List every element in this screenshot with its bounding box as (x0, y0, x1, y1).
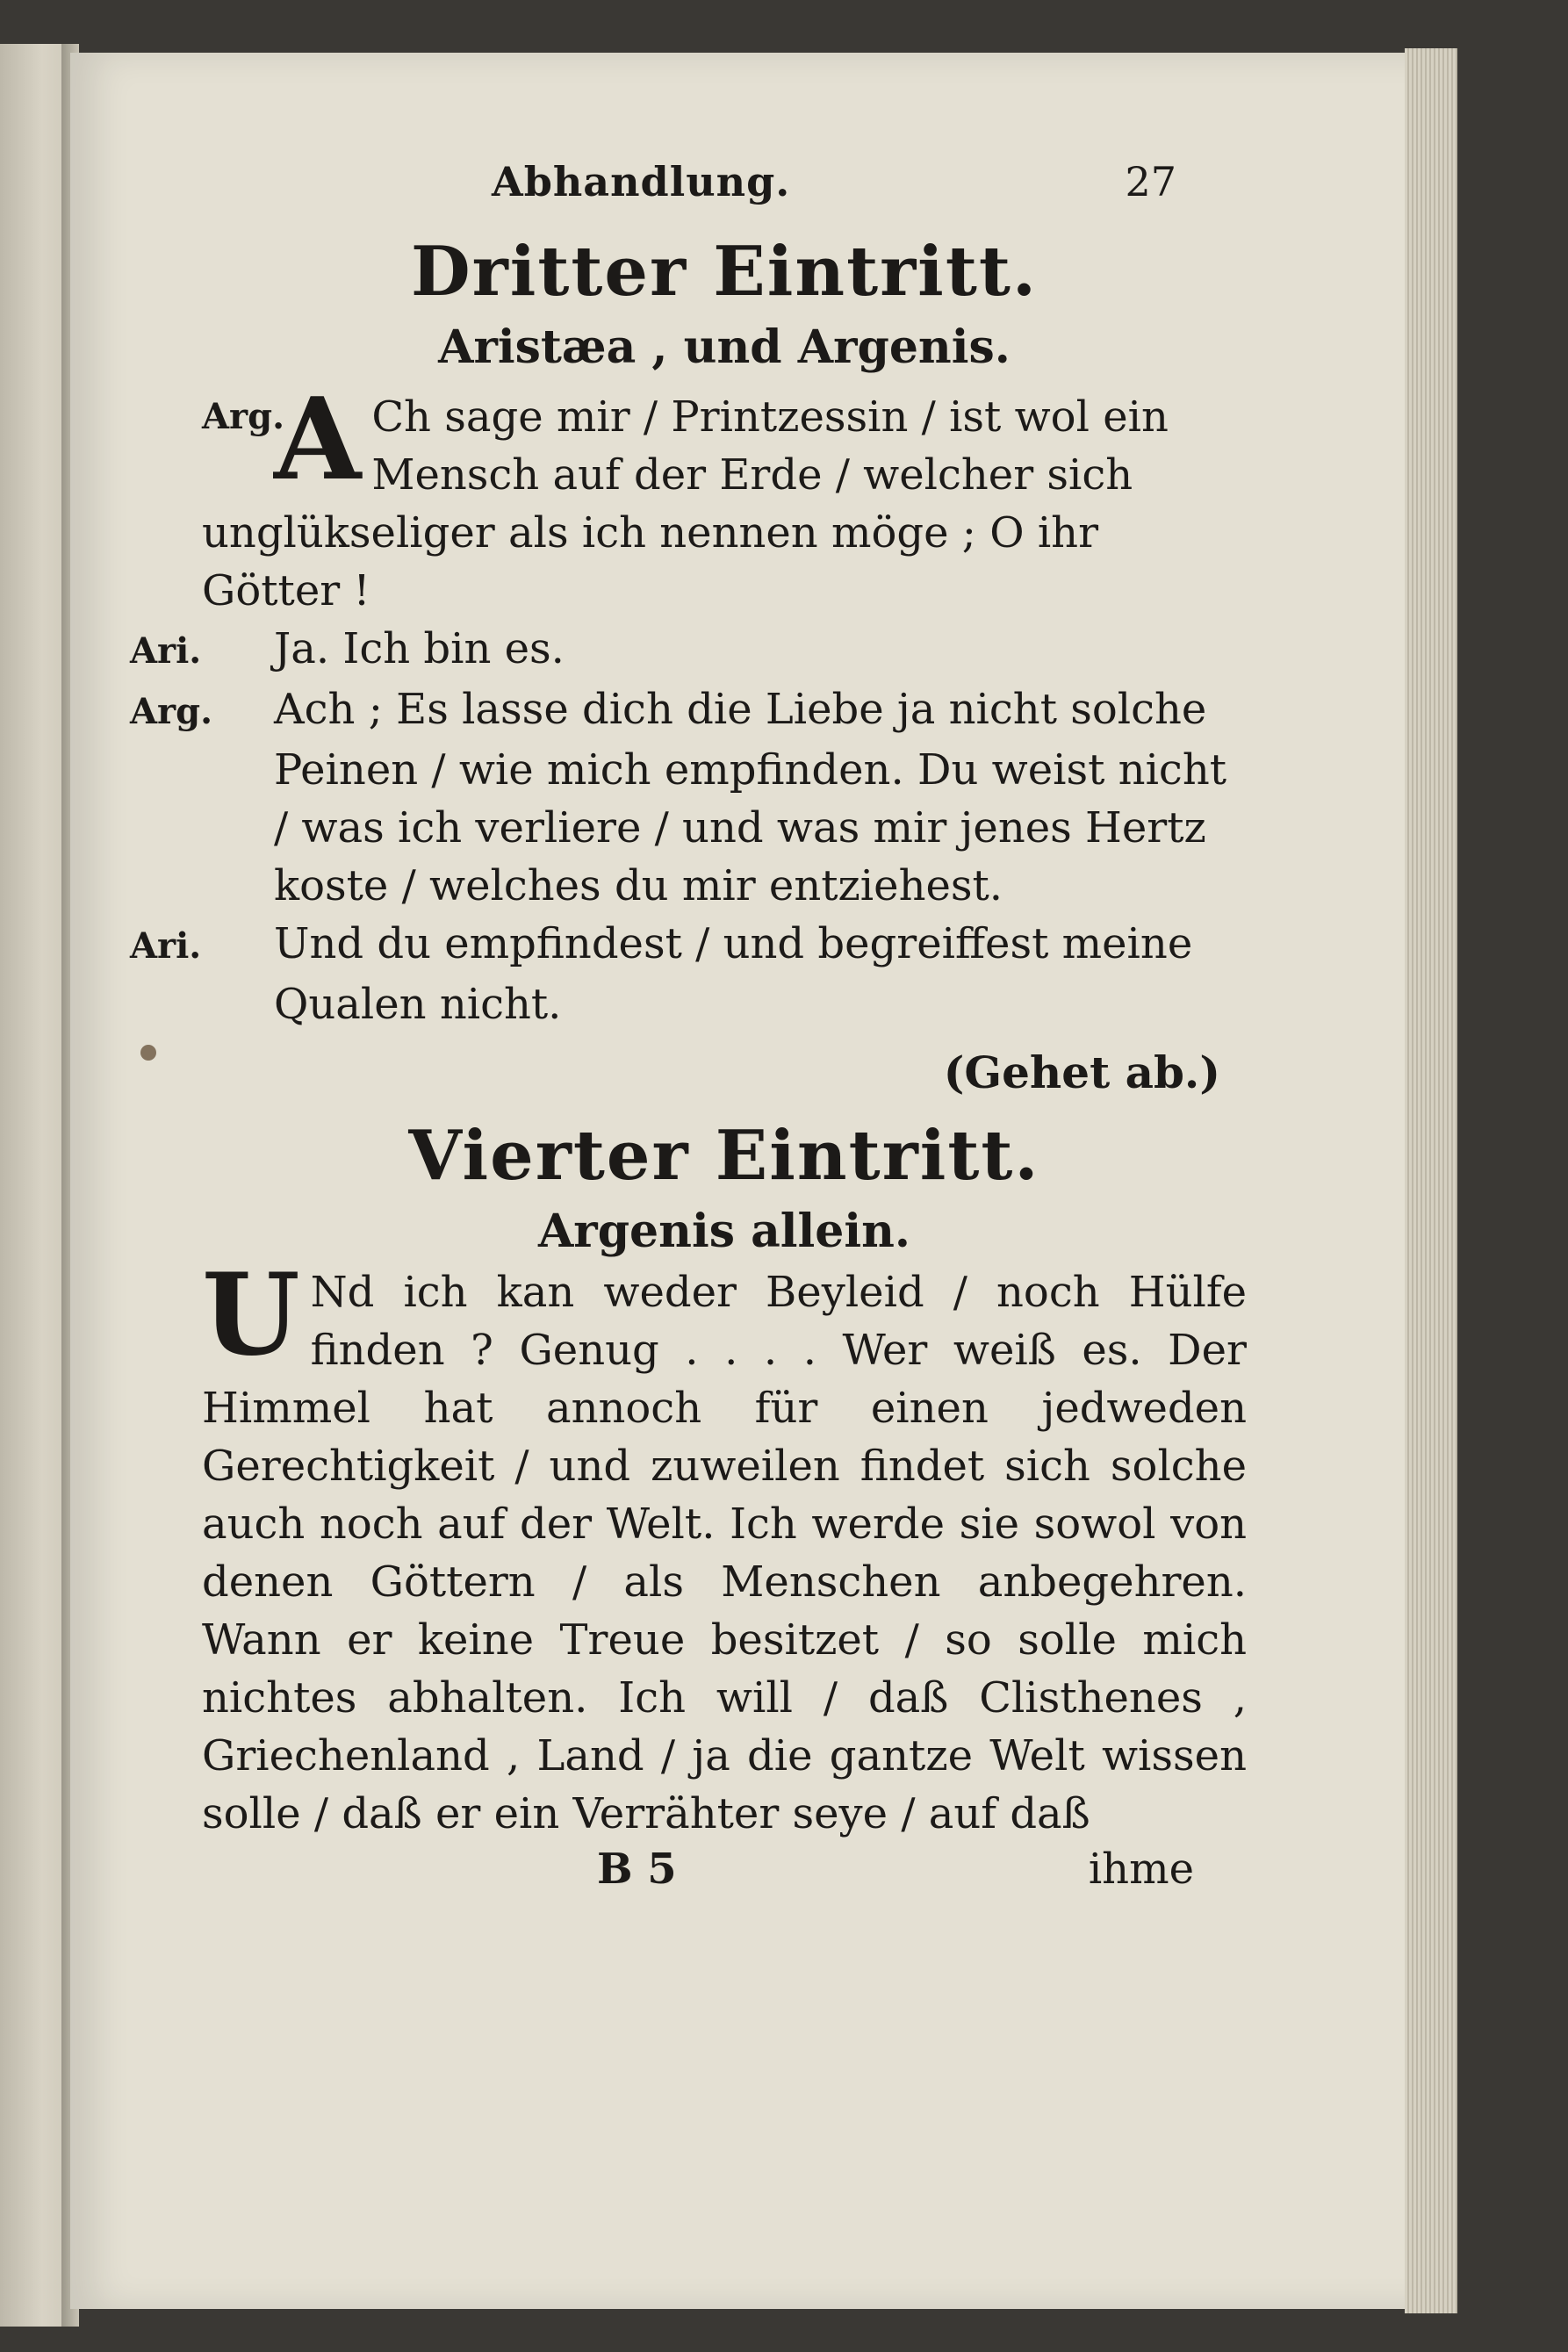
dropcap-u: U (202, 1249, 300, 1381)
speech-text: Ch sage mir / Printzessin / ist wol ein Mensch auf der Erde / welcher sich unglükseliger als ich nennen möge ; O ihr Götter ! (202, 392, 1169, 615)
stage-direction: (Gehet ab.) (943, 1047, 1220, 1098)
speech-line-4 (130, 915, 1247, 1033)
page-header (202, 149, 1247, 219)
speech-text: Und du empfindest / und begreiffest meine Qualen nicht. (274, 919, 1193, 1029)
page-stack-edge (1405, 48, 1457, 2313)
ink-stain (140, 1045, 156, 1061)
page-number: 27 (1125, 158, 1176, 205)
speech-line-2 (130, 620, 1247, 680)
scene3-title: Dritter Eintritt. (410, 232, 1039, 312)
dropcap-a: A (274, 374, 362, 506)
page-content (130, 149, 1247, 1906)
monologue-text: Nd ich kan weder Beyleid / noch Hülfe finden ? Genug . . . . Wer weiß es. Der Himmel hat annoch für einen jedweden Gerechtigkeit / und zuweilen findet sich solche auch noch auf der Welt. Ich werde sie sowol von denen Göttern / als Menschen anbegehren. Wann er keine Treue besitzet / so solle mich nichtes abhalten. Ich will / daß Clisthenes , Griechenland , Land / ja die gantze Welt wissen solle / daß er ein Verrähter seye / auf daß (202, 1268, 1247, 1838)
scene4-characters: Argenis allein. (537, 1205, 911, 1258)
page-footer (202, 1845, 1247, 1906)
speaker-label: Arg. (202, 396, 285, 437)
speaker-label: Arg. (130, 691, 213, 732)
signature-mark: B 5 (597, 1845, 677, 1894)
scene3-characters: Aristæa , und Argenis. (438, 320, 1011, 374)
facing-page-edge (0, 44, 70, 2327)
scene4-title: Vierter Eintritt. (408, 1116, 1040, 1196)
speech-text: Ja. Ich bin es. (274, 624, 565, 673)
running-head: Abhandlung. (492, 158, 791, 205)
speaker-label: Ari. (130, 630, 202, 672)
speech-line-1 (202, 374, 1247, 620)
speech-line-3 (130, 680, 1247, 915)
speech-text: Ach ; Es lasse dich die Liebe ja nicht solche Peinen / wie mich empfinden. Du weist nicht / was ich verliere / und was mir jenes Hertz koste / welches du mir entziehest. (274, 685, 1227, 910)
speaker-label: Ari. (130, 925, 202, 967)
catchword: ihme (1088, 1845, 1194, 1894)
monologue (202, 1249, 1247, 1843)
